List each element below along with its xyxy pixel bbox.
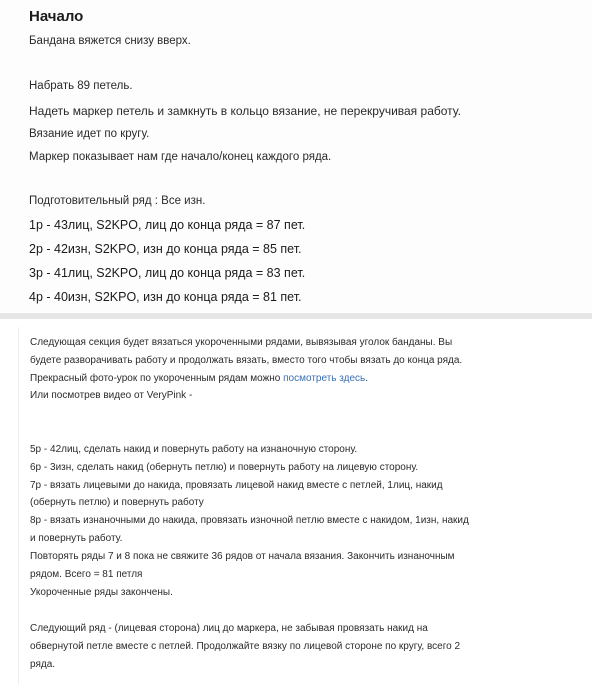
paragraph-line: будете разворачивать работу и продолжать вязать, вместо того чтобы вязать до конца ряда. <box>30 355 463 366</box>
row-7-text: (обернуть петлю) и повернуть работу <box>30 497 204 508</box>
row-instruction: 4р - 40изн, S2KPO, изн до конца ряда = 81 пет. <box>29 290 302 304</box>
repeat-text: Повторять ряды 7 и 8 пока не свяжите 36 рядов от начала вязания. Закончить изнаночным <box>30 551 455 562</box>
row-7-text: 7р - вязать лицевыми до накида, провязать лицевой накид вместе с петлей, 1лиц, накид <box>30 480 443 491</box>
repeat-text: рядом. Всего = 81 петля <box>30 569 143 580</box>
setup-line: Вязание идет по кругу. <box>29 128 150 140</box>
section-divider <box>0 313 592 319</box>
row-instruction: 1р - 43лиц, S2KPO, лиц до конца ряда = 87 пет. <box>29 218 306 232</box>
setup-line: Набрать 89 петель. <box>29 80 133 92</box>
paragraph-line: Прекрасный фото-урок по укороченным рядам можно посмотреть здесь. <box>30 373 369 384</box>
intro-text: Бандана вяжется снизу вверх. <box>29 35 191 47</box>
instructions-block-short-rows <box>18 327 592 685</box>
row-8-text: 8р - вязать изнаночными до накида, провязать изночной петлю вместе с накидом, 1изн, накид <box>30 515 469 526</box>
setup-line: Маркер показывает нам где начало/конец каждого ряда. <box>29 151 332 163</box>
row-instruction: 2р - 42изн, S2KPO, изн до конца ряда = 85 пет. <box>29 242 302 256</box>
section-title: Начало <box>29 8 84 25</box>
row-instruction: 3р - 41лиц, S2KPO, лиц до конца ряда = 83 пет. <box>29 266 306 280</box>
short-rows-done-text: Укороченные ряды закончены. <box>30 587 173 598</box>
next-row-text: ряда. <box>30 659 56 670</box>
photo-lesson-link[interactable]: посмотреть здесь <box>283 373 366 384</box>
next-row-text: Следующий ряд - (лицевая сторона) лиц до маркера, не забывая провязать накид на <box>30 623 428 634</box>
row-5-text: 5р - 42лиц, сделать накид и повернуть работу на изнаночную сторону. <box>30 444 358 455</box>
next-row-text: обвернутой петле вместе с петлей. Продолжайте вязку по лицевой стороне по кругу, всего 2 <box>30 641 461 652</box>
paragraph-line: Или посмотрев видео от VeryPink - <box>30 390 193 401</box>
setup-line: Надеть маркер петель и замкнуть в кольцо вязание, не перекручивая работу. <box>29 104 461 118</box>
row-6-text: 6р - 3изн, сделать накид (обернуть петлю) и повернуть работу на лицевую сторону. <box>30 462 419 473</box>
row-8-text: и повернуть работу. <box>30 533 123 544</box>
paragraph-line: Следующая секция будет вязаться укороченными рядами, вывязывая уголок банданы. Вы <box>30 337 453 348</box>
instructions-block-top <box>0 0 592 312</box>
prep-row-text: Подготовительный ряд : Все изн. <box>29 195 206 207</box>
